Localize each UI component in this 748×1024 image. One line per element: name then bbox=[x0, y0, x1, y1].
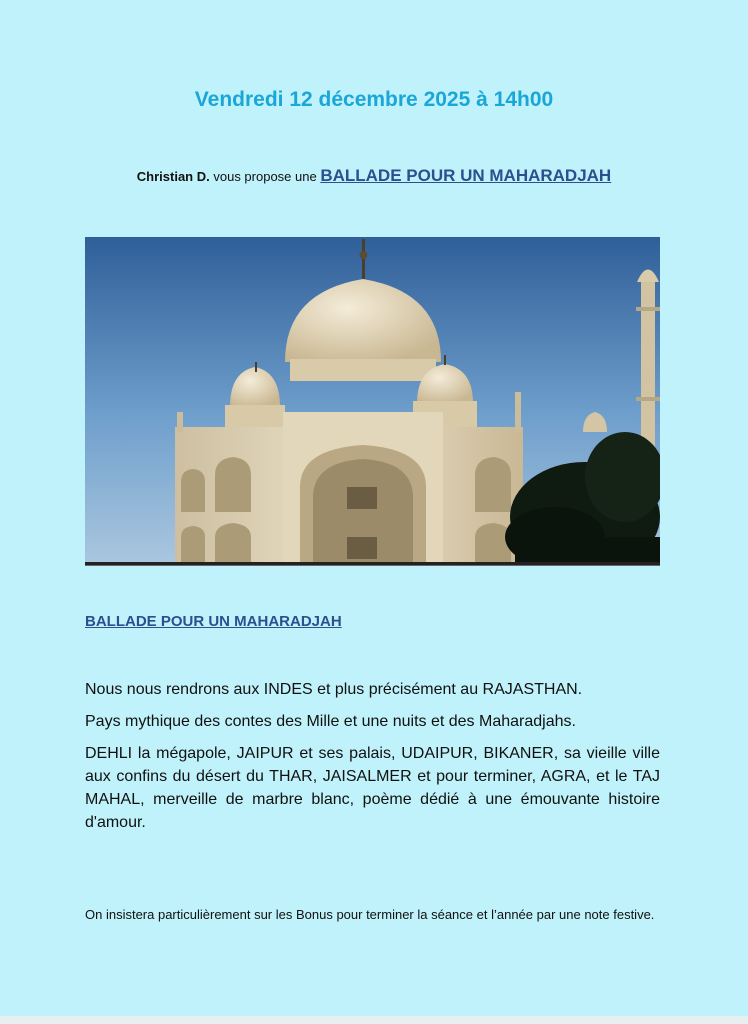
horizontal-rule bbox=[85, 562, 660, 566]
paragraph-country: Pays mythique des contes des Mille et une nuits et des Maharadjahs. bbox=[85, 713, 576, 730]
proposal-text: vous propose une bbox=[209, 169, 321, 184]
section-title: BALLADE POUR UN MAHARADJAH bbox=[85, 613, 342, 630]
event-date: Vendredi 12 décembre 2025 à 14h00 bbox=[194, 88, 554, 111]
paragraph-itinerary: DEHLI la mégapole, JAIPUR et ses palais, UDAIPUR, BIKANER, sa vieille ville aux confins du désert du THAR, JAISALMER et pour terminer, AGRA, et le TAJ MAHAL, merveille de marbre blanc, poème dédié à une émouvante histoire d'amour. bbox=[85, 745, 660, 831]
event-title-link[interactable]: BALLADE POUR UN MAHARADJAH bbox=[320, 166, 612, 185]
bottom-strip bbox=[0, 1016, 748, 1024]
closing-note: On insistera particulièrement sur les Bonus pour terminer la séance et l’année par une note festive. bbox=[85, 907, 655, 922]
paragraph-destination: Nous nous rendrons aux INDES et plus précisément au RAJASTHAN. bbox=[85, 681, 583, 698]
taj-mahal-photo bbox=[85, 237, 660, 562]
intro-line bbox=[0, 166, 748, 186]
description-body bbox=[85, 678, 660, 843]
taj-mahal-image bbox=[85, 237, 660, 562]
presenter-name: Christian D. bbox=[136, 169, 210, 184]
